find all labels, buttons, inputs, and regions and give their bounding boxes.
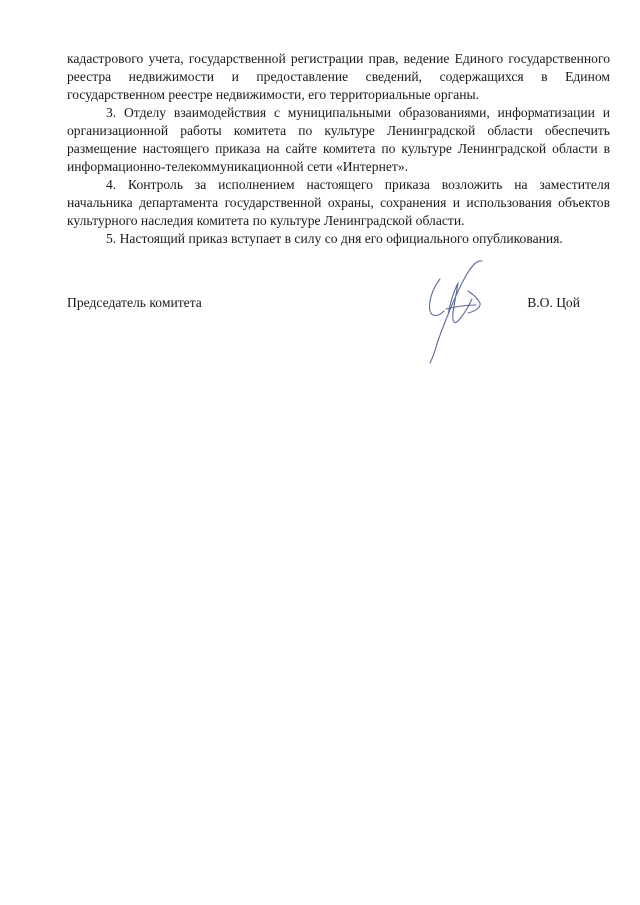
paragraph-item-3: 3. Отделу взаимодействия с муниципальными образованиями, информатизации и организационной работы комитета по культуре Ленинградской области обеспечить размещение настоящего приказа на сайте комитета по культуре Ленинградской области в информационно-телекоммуникационной сети «Интернет». [67, 105, 610, 174]
paragraph-item-4: 4. Контроль за исполнением настоящего приказа возложить на заместителя начальника департамента государственной охраны, сохранения и использования объектов культурного наследия комитета по культуре Ленинградской области. [67, 177, 610, 228]
paragraph-continuation: кадастрового учета, государственной регистрации прав, ведение Единого государственного реестра недвижимости и предоставление сведений, содержащихся в Едином государственном реестре недвижимости, его территориальные органы. [67, 51, 610, 102]
signer-title: Председатель комитета [67, 295, 202, 310]
document-body [67, 50, 610, 248]
paragraph-item-5: 5. Настоящий приказ вступает в силу со дня его официального опубликования. [106, 231, 563, 246]
signature-stroke-main [430, 261, 482, 363]
handwritten-signature [418, 255, 496, 367]
signature-stroke-left-loop [429, 279, 444, 316]
signer-name: В.О. Цой [527, 295, 580, 310]
signature-stroke-right-hook [468, 291, 480, 313]
